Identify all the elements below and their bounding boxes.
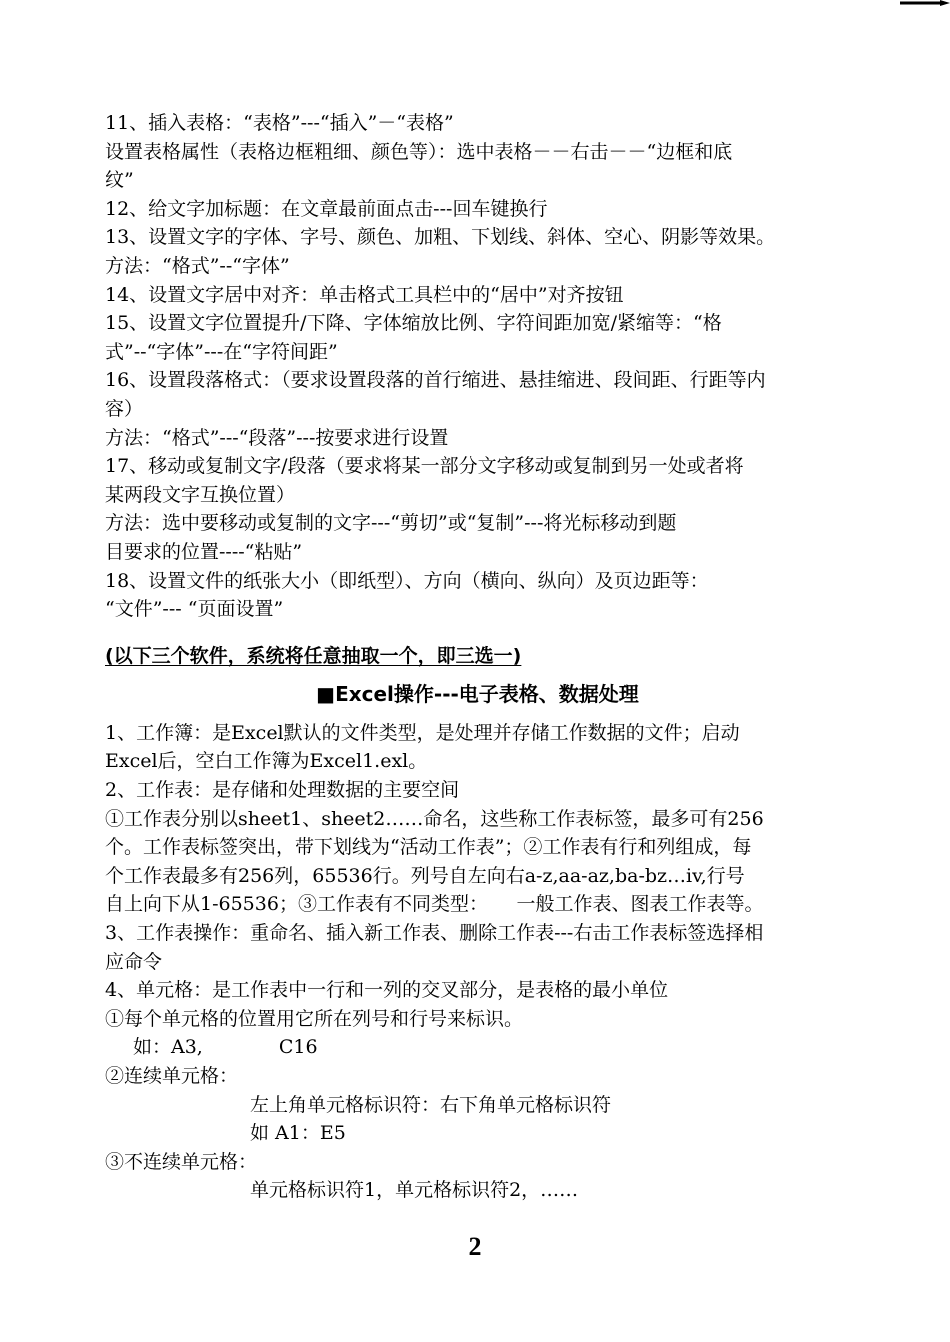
continuous-cells-desc: 左上角单元格标识符：右下角单元格标识符: [250, 1093, 612, 1116]
text-line: 15、设置文字位置提升/下降、字体缩放比例、字符间距加宽/紧缩等：“格: [105, 312, 722, 335]
text-line: 11、插入表格：“表格”---“插入”－“表格”: [105, 112, 454, 134]
text-line: “文件”--- “页面设置”: [105, 598, 284, 621]
text-line: 个工作表最多有256列，65536行。列号自左向右a-z,aa-az,ba-bz…iv,行号: [105, 864, 745, 887]
section-heading: ■Excel操作---电子表格、数据处理: [316, 682, 639, 707]
text-line: ①每个单元格的位置用它所在列号和行号来标识。: [105, 1007, 524, 1030]
continuous-cells-example: 如 A1：E5: [250, 1122, 346, 1145]
text-line: 方法：选中要移动或复制的文字---“剪切”或“复制”---将光标移动到题: [105, 512, 677, 535]
text-line: 方法：“格式”--“字体”: [105, 254, 290, 277]
document-body: [105, 109, 850, 1205]
text-line: 纹”: [105, 169, 134, 192]
text-line: 目要求的位置----“粘贴”: [105, 540, 303, 563]
text-line: 某两段文字互换位置）: [105, 483, 296, 506]
text-line: 个。工作表标签突出，带下划线为“活动工作表”；②工作表有行和列组成，每: [105, 836, 752, 859]
text-line: 14、设置文字居中对齐：单击格式工具栏中的“居中”对齐按钮: [105, 283, 624, 306]
text-line: ①工作表分别以sheet1、sheet2……命名，这些称工作表标签，最多可有256: [105, 807, 764, 830]
text-line: 自上向下从1-65536；③工作表有不同类型： 一般工作表、图表工作表等。: [105, 893, 764, 916]
text-line: Excel后，空白工作簿为Excel1.exl。: [105, 750, 428, 773]
text-line: 2、工作表：是存储和处理数据的主要空间: [105, 779, 460, 802]
text-line: 方法：“格式”---“段落”---按要求进行设置: [105, 426, 449, 449]
text-line: 4、单元格：是工作表中一行和一列的交叉部分，是表格的最小单位: [105, 979, 669, 1002]
selection-note: (以下三个软件，系统将任意抽取一个，即三选一): [105, 644, 522, 667]
text-line: 1、工作簿：是Excel默认的文件类型，是处理并存储工作数据的文件；启动: [105, 721, 740, 744]
text-line: 13、设置文字的字体、字号、颜色、加粗、下划线、斜体、空心、阴影等效果。: [105, 226, 776, 249]
corner-arrow-mark: [900, 0, 950, 6]
page-number: 2: [468, 1232, 482, 1261]
text-line: 16、设置段落格式：（要求设置段落的首行缩进、悬挂缩进、段间距、行距等内: [105, 369, 766, 392]
noncontinuous-cells-label: ③不连续单元格：: [105, 1150, 258, 1173]
text-line: 12、给文字加标题：在文章最前面点击---回车键换行: [105, 197, 548, 220]
text-line: 容）: [105, 397, 144, 420]
cell-example: 如：A3, C16: [133, 1036, 318, 1059]
text-line: 17、移动或复制文字/段落（要求将某一部分文字移动或复制到另一处或者将: [105, 455, 744, 478]
text-line: 设置表格属性（表格边框粗细、颜色等）：选中表格－－右击－－“边框和底: [105, 140, 733, 163]
noncontinuous-cells-desc: 单元格标识符1，单元格标识符2，……: [250, 1179, 579, 1202]
text-line: 18、设置文件的纸张大小（即纸型）、方向（横向、纵向）及页边距等：: [105, 569, 709, 592]
continuous-cells-label: ②连续单元格：: [105, 1065, 239, 1087]
text-line: 式”--“字体”---在“字符间距”: [105, 340, 338, 363]
text-line: 3、工作表操作：重命名、插入新工作表、删除工作表---右击工作表标签选择相: [105, 922, 764, 945]
text-line: 应命令: [105, 950, 163, 973]
